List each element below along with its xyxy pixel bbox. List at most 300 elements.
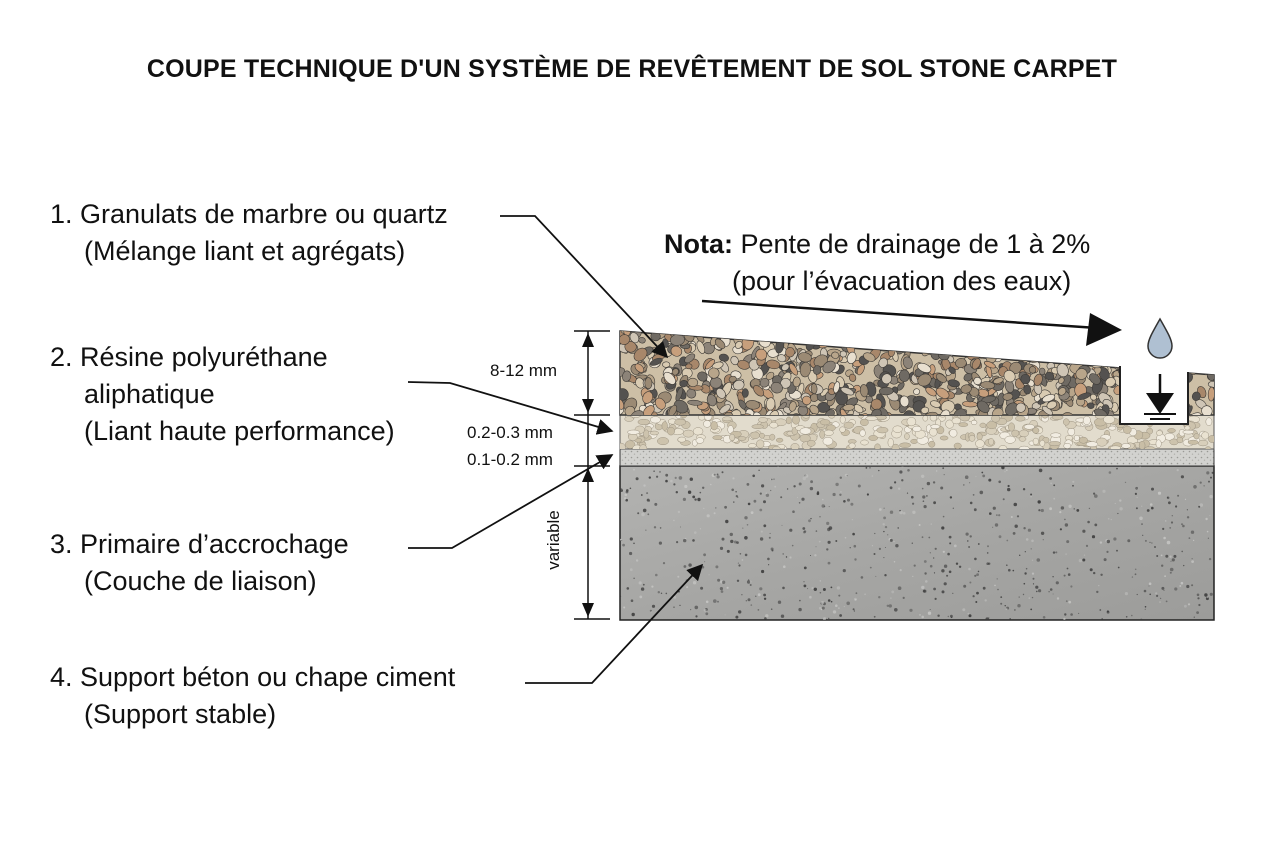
resin-pebble: [1208, 435, 1215, 442]
concrete-speck: [747, 483, 750, 486]
concrete-speck: [652, 605, 655, 608]
concrete-speck: [1024, 572, 1026, 574]
concrete-speck: [747, 524, 749, 526]
concrete-speck: [943, 551, 945, 553]
resin-pebble: [1051, 433, 1061, 438]
concrete-speck: [1135, 487, 1138, 490]
concrete-speck: [748, 598, 751, 601]
concrete-speck: [636, 559, 638, 561]
concrete-speck: [1212, 472, 1214, 474]
concrete-speck: [1165, 520, 1167, 522]
concrete-speck: [684, 565, 687, 568]
concrete-speck: [670, 480, 673, 483]
concrete-speck: [1136, 497, 1137, 498]
concrete-speck: [954, 545, 957, 548]
concrete-speck: [819, 541, 821, 543]
resin-pebble: [1156, 431, 1162, 436]
concrete-speck: [1087, 521, 1090, 524]
concrete-speck: [637, 512, 639, 514]
concrete-speck: [666, 593, 668, 595]
concrete-speck: [1151, 488, 1154, 491]
concrete-speck: [1066, 600, 1068, 602]
resin-pebble: [1033, 438, 1039, 445]
concrete-speck: [1169, 556, 1171, 558]
resin-pebble: [1206, 418, 1212, 426]
resin-pebble: [1156, 440, 1161, 448]
aggregate-pebble: [876, 333, 893, 351]
resin-pebble: [1033, 428, 1039, 434]
resin-pebble: [989, 438, 994, 445]
aggregate-pebble: [956, 336, 967, 346]
resin-pebble: [820, 419, 830, 425]
concrete-speck: [735, 491, 736, 492]
aggregate-pebble: [1205, 331, 1215, 338]
nota-sub: (pour l’évacuation des eaux): [732, 266, 1072, 296]
aggregate-pebble: [942, 330, 954, 345]
concrete-speck: [890, 511, 893, 514]
concrete-speck: [1070, 585, 1072, 587]
concrete-speck: [899, 470, 902, 473]
concrete-speck: [843, 569, 846, 572]
concrete-speck: [758, 470, 759, 471]
concrete-speck: [745, 554, 748, 557]
aggregate-pebble: [1182, 322, 1197, 338]
concrete-speck: [1205, 518, 1207, 520]
resin-pebble: [756, 440, 764, 448]
concrete-speck: [1030, 496, 1032, 498]
aggregate-pebble: [1204, 332, 1216, 344]
aggregate-pebble: [731, 325, 739, 332]
aggregate-pebble: [1201, 354, 1210, 366]
concrete-speck: [1098, 585, 1099, 586]
concrete-speck: [817, 491, 819, 493]
concrete-speck: [1096, 591, 1098, 593]
resin-pebble: [693, 428, 703, 436]
concrete-speck: [624, 497, 626, 499]
concrete-speck: [737, 580, 739, 582]
aggregate-pebble: [1003, 337, 1015, 349]
concrete-speck: [641, 587, 644, 590]
concrete-speck: [1015, 525, 1018, 528]
concrete-speck: [673, 483, 675, 485]
concrete-speck: [771, 548, 774, 551]
aggregate-pebble: [1120, 341, 1133, 350]
aggregate-pebble: [1013, 340, 1028, 353]
concrete-speck: [822, 607, 825, 610]
aggregate-pebble: [880, 324, 893, 337]
aggregate-pebble: [1109, 355, 1122, 363]
concrete-speck: [829, 506, 830, 507]
concrete-speck: [850, 547, 851, 548]
concrete-speck: [942, 467, 944, 469]
concrete-speck: [738, 564, 740, 566]
concrete-speck: [1084, 555, 1085, 556]
aggregate-pebble: [907, 332, 918, 339]
concrete-speck: [1064, 613, 1066, 615]
resin-pebble: [1185, 426, 1190, 430]
concrete-speck: [987, 552, 989, 554]
concrete-speck: [875, 576, 876, 577]
resin-pebble: [1103, 415, 1114, 423]
concrete-speck: [998, 514, 1000, 516]
concrete-speck: [654, 526, 656, 528]
aggregate-pebble: [1057, 328, 1066, 337]
concrete-speck: [821, 601, 824, 604]
concrete-speck: [692, 539, 695, 542]
concrete-speck: [852, 533, 855, 536]
aggregate-pebble: [899, 370, 909, 382]
concrete-speck: [1006, 564, 1008, 566]
aggregate-pebble: [795, 326, 810, 339]
concrete-speck: [899, 511, 903, 515]
concrete-speck: [969, 614, 972, 617]
concrete-speck: [1194, 617, 1195, 618]
concrete-speck: [887, 534, 888, 535]
concrete-speck: [653, 470, 655, 472]
concrete-speck: [1008, 485, 1010, 487]
concrete-speck: [835, 604, 838, 607]
concrete-speck: [861, 576, 864, 579]
concrete-speck: [988, 479, 991, 482]
concrete-speck: [738, 610, 741, 613]
concrete-speck: [833, 493, 836, 496]
concrete-speck: [730, 533, 733, 536]
concrete-speck: [1126, 616, 1128, 618]
aggregate-pebble: [706, 328, 718, 338]
concrete-speck: [854, 545, 857, 548]
aggregate-pebble: [1124, 329, 1134, 339]
resin-pebble: [638, 419, 650, 425]
concrete-speck: [1004, 471, 1005, 472]
aggregate-pebble: [1179, 334, 1190, 345]
concrete-speck: [714, 512, 716, 514]
resin-pebble: [1194, 434, 1199, 440]
concrete-speck: [703, 508, 704, 509]
nota-note: [664, 226, 1090, 300]
concrete-speck: [1149, 586, 1150, 587]
concrete-speck: [620, 539, 622, 541]
concrete-speck: [1094, 494, 1098, 498]
resin-pebble: [869, 435, 878, 440]
aggregate-pebble: [949, 323, 962, 334]
concrete-speck: [773, 479, 774, 480]
concrete-speck: [747, 580, 750, 583]
concrete-speck: [924, 560, 927, 563]
resin-pebble: [860, 430, 866, 437]
aggregate-pebble: [908, 326, 919, 340]
label-aggregate: [50, 196, 448, 270]
resin-pebble: [752, 425, 764, 429]
concrete-speck: [799, 600, 801, 602]
concrete-speck: [1177, 495, 1179, 497]
primer-layer: [620, 449, 1214, 466]
concrete-speck: [1163, 590, 1164, 591]
aggregate-pebble: [742, 389, 748, 398]
concrete-speck: [838, 607, 840, 609]
aggregate-pebble: [1051, 334, 1068, 350]
concrete-speck: [885, 526, 887, 528]
concrete-speck: [1166, 601, 1168, 603]
concrete-speck: [742, 528, 743, 529]
resin-pebble: [987, 421, 997, 428]
concrete-speck: [919, 614, 921, 616]
aggregate-pebble: [859, 329, 873, 343]
concrete-speck: [854, 598, 857, 601]
concrete-speck: [1067, 568, 1069, 570]
label-resin-title-cont: aliphatique: [84, 379, 215, 409]
concrete-speck: [629, 552, 632, 555]
aggregate-pebble: [830, 334, 838, 342]
concrete-speck: [720, 587, 723, 590]
concrete-speck: [704, 561, 705, 562]
concrete-speck: [717, 475, 720, 478]
concrete-speck: [763, 594, 766, 597]
concrete-speck: [771, 608, 773, 610]
concrete-speck: [1076, 509, 1079, 512]
aggregate-pebble: [899, 327, 908, 337]
concrete-speck: [973, 595, 975, 597]
resin-pebble: [866, 416, 878, 420]
concrete-speck: [1068, 573, 1071, 576]
concrete-speck: [732, 477, 734, 479]
resin-pebble: [628, 430, 640, 434]
concrete-speck: [1108, 518, 1110, 520]
concrete-speck: [1033, 583, 1034, 584]
concrete-speck: [1026, 568, 1028, 570]
concrete-speck: [1038, 589, 1041, 592]
concrete-speck: [820, 592, 822, 594]
concrete-speck: [769, 537, 771, 539]
concrete-speck: [692, 496, 695, 499]
concrete-speck: [898, 527, 899, 528]
aggregate-pebble: [883, 335, 896, 348]
label-primer-title: 3. Primaire d’accrochage: [50, 529, 349, 559]
concrete-speck: [1011, 516, 1013, 518]
concrete-speck: [944, 565, 947, 568]
concrete-speck: [1171, 561, 1172, 562]
resin-pebble: [954, 443, 961, 449]
concrete-speck: [659, 471, 661, 473]
concrete-speck: [988, 563, 990, 565]
resin-pebble: [1049, 441, 1061, 445]
concrete-speck: [907, 469, 910, 472]
concrete-speck: [1035, 586, 1038, 589]
concrete-speck: [1141, 506, 1142, 507]
aggregate-pebble: [950, 323, 957, 334]
concrete-speck: [1156, 595, 1158, 597]
concrete-speck: [1074, 508, 1075, 509]
concrete-speck: [1013, 570, 1015, 572]
concrete-speck: [856, 592, 858, 594]
aggregate-pebble: [1107, 341, 1119, 355]
aggregate-pebble: [842, 325, 851, 337]
concrete-speck: [659, 542, 662, 545]
concrete-speck: [1068, 505, 1071, 508]
concrete-speck: [840, 491, 842, 493]
concrete-speck: [1204, 485, 1205, 486]
concrete-speck: [683, 539, 686, 542]
concrete-speck: [890, 597, 891, 598]
concrete-speck: [835, 540, 837, 542]
concrete-speck: [759, 509, 762, 512]
water-drop-icon: [1148, 319, 1172, 358]
concrete-speck: [866, 467, 868, 469]
concrete-speck: [660, 527, 662, 529]
concrete-speck: [933, 481, 935, 483]
concrete-speck: [663, 562, 665, 564]
concrete-speck: [1149, 542, 1150, 543]
concrete-speck: [993, 507, 996, 510]
concrete-speck: [1041, 532, 1044, 535]
concrete-speck: [1160, 598, 1161, 599]
concrete-speck: [1172, 515, 1173, 516]
concrete-speck: [927, 482, 930, 485]
concrete-speck: [731, 489, 734, 492]
concrete-speck: [1000, 603, 1002, 605]
concrete-speck: [907, 493, 908, 494]
concrete-speck: [933, 557, 934, 558]
concrete-speck: [921, 616, 924, 619]
aggregate-pebble: [1184, 344, 1193, 355]
resin-pebble: [657, 437, 668, 444]
concrete-speck: [690, 609, 691, 610]
resin-pebble: [971, 420, 977, 425]
resin-pebble: [977, 433, 982, 441]
concrete-speck: [1030, 609, 1032, 611]
concrete-speck: [894, 561, 895, 562]
aggregate-pebble: [1058, 342, 1068, 358]
concrete-speck: [854, 558, 856, 560]
concrete-speck: [1186, 585, 1189, 588]
concrete-speck: [643, 484, 645, 486]
resin-pebble: [1040, 440, 1045, 446]
concrete-speck: [1006, 469, 1008, 471]
concrete-speck: [1209, 515, 1210, 516]
concrete-speck: [630, 488, 632, 490]
concrete-speck: [741, 594, 742, 595]
concrete-speck: [766, 492, 768, 494]
aggregate-pebble: [890, 324, 906, 340]
aggregate-pebble: [729, 323, 743, 337]
concrete-speck: [1161, 587, 1164, 590]
concrete-speck: [900, 569, 902, 571]
concrete-speck: [675, 477, 677, 479]
resin-pebble: [770, 422, 778, 428]
aggregate-pebble: [1059, 335, 1067, 350]
resin-pebble: [1079, 437, 1087, 443]
concrete-speck: [1109, 471, 1112, 474]
concrete-speck: [981, 472, 983, 474]
concrete-speck: [623, 607, 625, 609]
concrete-speck: [1049, 477, 1052, 480]
concrete-speck: [705, 612, 708, 615]
concrete-speck: [898, 586, 902, 590]
concrete-speck: [978, 571, 980, 573]
dimension-line: [574, 331, 610, 619]
concrete-speck: [1207, 531, 1209, 533]
dim-concrete: variable: [543, 510, 563, 570]
concrete-speck: [1050, 483, 1052, 485]
concrete-speck: [1026, 538, 1029, 541]
concrete-speck: [761, 570, 764, 573]
concrete-speck: [764, 617, 767, 620]
aggregate-pebble: [1074, 329, 1087, 342]
concrete-speck: [810, 487, 813, 490]
concrete-speck: [943, 516, 945, 518]
concrete-speck: [966, 533, 969, 536]
concrete-speck: [987, 545, 989, 547]
aggregate-pebble: [1070, 339, 1086, 355]
concrete-speck: [1072, 485, 1074, 487]
concrete-speck: [909, 609, 912, 612]
concrete-speck: [949, 571, 952, 574]
concrete-speck: [933, 588, 936, 591]
concrete-speck: [799, 483, 802, 486]
concrete-speck: [1135, 569, 1137, 571]
aggregate-pebble: [1133, 345, 1145, 359]
concrete-speck: [1008, 569, 1011, 572]
concrete-layer: [620, 466, 1214, 620]
resin-pebble: [1008, 423, 1014, 431]
concrete-speck: [803, 477, 806, 480]
concrete-speck: [751, 604, 753, 606]
concrete-speck: [821, 609, 822, 610]
concrete-speck: [845, 537, 847, 539]
concrete-speck: [1053, 498, 1055, 500]
resin-pebble: [929, 428, 937, 436]
aggregate-pebble: [789, 328, 798, 337]
aggregate-pebble: [799, 334, 807, 342]
concrete-speck: [970, 502, 973, 505]
concrete-speck: [722, 538, 725, 541]
concrete-speck: [792, 510, 795, 513]
concrete-speck: [695, 606, 699, 610]
concrete-speck: [1038, 509, 1040, 511]
concrete-speck: [911, 496, 914, 499]
concrete-speck: [630, 568, 633, 571]
concrete-speck: [665, 474, 668, 477]
resin-pebble: [776, 438, 783, 442]
concrete-speck: [912, 543, 913, 544]
concrete-speck: [1200, 482, 1202, 484]
concrete-speck: [973, 494, 975, 496]
concrete-speck: [883, 517, 886, 520]
concrete-speck: [935, 548, 937, 550]
concrete-speck: [724, 506, 727, 509]
resin-pebble: [980, 423, 986, 428]
concrete-speck: [869, 467, 871, 469]
resin-pebble: [711, 421, 718, 430]
concrete-speck: [633, 578, 634, 579]
concrete-speck: [1125, 592, 1128, 595]
resin-pebble: [644, 430, 650, 438]
resin-pebble: [929, 441, 935, 447]
concrete-speck: [1149, 582, 1152, 585]
concrete-speck: [1204, 593, 1207, 596]
concrete-speck: [803, 581, 804, 582]
aggregate-pebble: [1043, 336, 1052, 348]
concrete-speck: [1162, 528, 1164, 530]
concrete-speck: [1066, 540, 1069, 543]
concrete-speck: [947, 553, 950, 556]
concrete-speck: [782, 553, 784, 555]
label-concrete: [50, 659, 455, 733]
resin-pebble: [877, 427, 888, 433]
concrete-speck: [935, 598, 937, 600]
concrete-speck: [677, 576, 679, 578]
concrete-speck: [764, 598, 766, 600]
concrete-speck: [967, 540, 968, 541]
